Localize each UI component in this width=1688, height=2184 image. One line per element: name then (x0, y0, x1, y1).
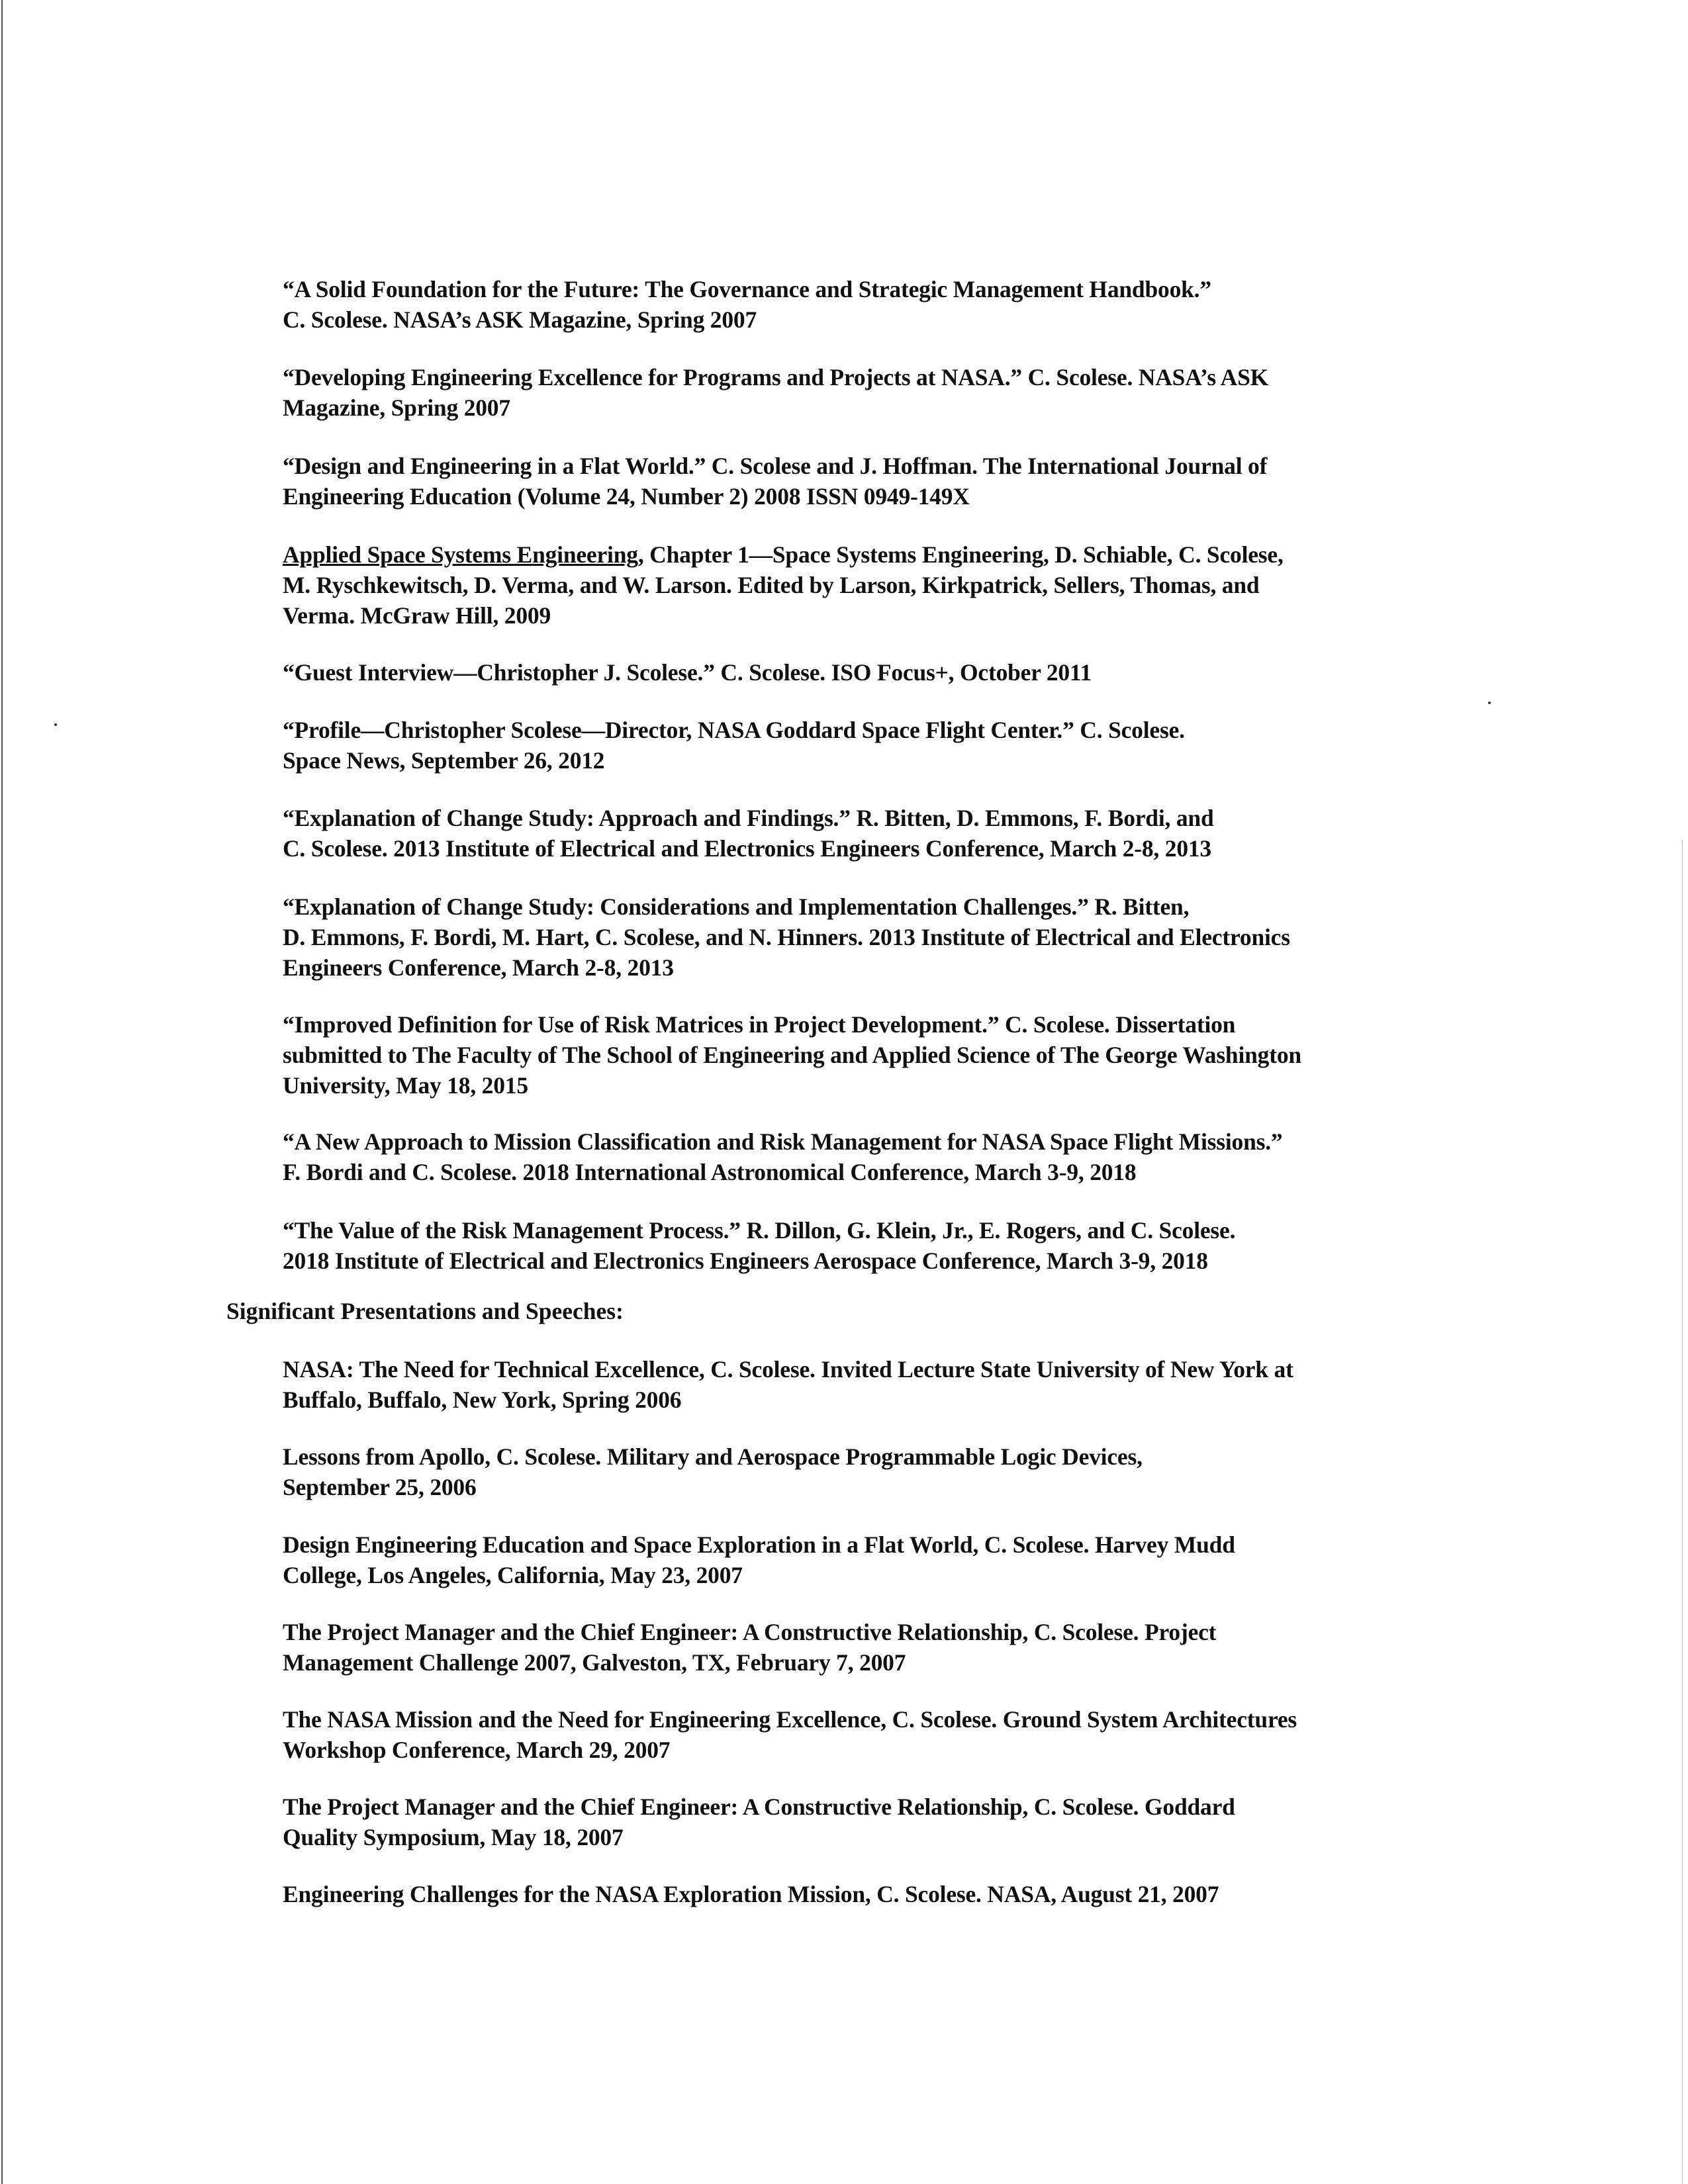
entry-line: “Profile—Christopher Scolese—Director, NASA Goddard Space Flight Center.” C. Scolese. (283, 717, 1185, 743)
presentation-entry (283, 1354, 1408, 1415)
entry-line: M. Ryschkewitsch, D. Verma, and W. Larson. Edited by Larson, Kirkpatrick, Sellers, Thomas, and (283, 572, 1260, 598)
publication-entry (283, 1009, 1408, 1101)
entry-line: “Guest Interview—Christopher J. Scolese.” C. Scolese. ISO Focus+, October 2011 (283, 659, 1092, 686)
entry-line: The NASA Mission and the Need for Engineering Excellence, C. Scolese. Ground System Architectures (283, 1706, 1297, 1733)
book-title: Applied Space Systems Engineering (283, 541, 638, 568)
section-heading: Significant Presentations and Speeches: (226, 1298, 624, 1324)
entry-line: “Improved Definition for Use of Risk Matrices in Project Development.” C. Scolese. Dissertation (283, 1011, 1236, 1038)
entry-line: 2018 Institute of Electrical and Electronics Engineers Aerospace Conference, March 3-9, 2018 (283, 1248, 1208, 1274)
entry-line: Design Engineering Education and Space Exploration in a Flat World, C. Scolese. Harvey Mudd (283, 1531, 1235, 1558)
entry-line: submitted to The Faculty of The School of Engineering and Applied Science of The George Washington (283, 1042, 1301, 1068)
presentation-entry (283, 1617, 1408, 1678)
entry-line: D. Emmons, F. Bordi, M. Hart, C. Scolese, and N. Hinners. 2013 Institute of Electrical and Electronics (283, 924, 1290, 950)
entry-line: Buffalo, Buffalo, New York, Spring 2006 (283, 1387, 682, 1413)
entry-line: Engineering Education (Volume 24, Number 2) 2008 ISSN 0949-149X (283, 483, 970, 510)
entry-line-rest: , Chapter 1—Space Systems Engineering, D. Schiable, C. Scolese, (637, 541, 1284, 568)
publication-entry (283, 891, 1408, 983)
publication-entry (283, 451, 1408, 512)
entry-line: Magazine, Spring 2007 (283, 394, 510, 421)
entry-line: F. Bordi and C. Scolese. 2018 International Astronomical Conference, March 3-9, 2018 (283, 1159, 1137, 1185)
scan-speck (1488, 702, 1491, 704)
publication-entry (283, 1215, 1408, 1276)
entry-line: “A Solid Foundation for the Future: The Governance and Strategic Management Handbook.” (283, 276, 1211, 302)
entry-line: Quality Symposium, May 18, 2007 (283, 1824, 624, 1850)
entry-line: C. Scolese. NASA’s ASK Magazine, Spring 2007 (283, 306, 757, 333)
entry-line: Engineering Challenges for the NASA Exploration Mission, C. Scolese. NASA, August 21, 2007 (283, 1881, 1219, 1907)
entry-line: Workshop Conference, March 29, 2007 (283, 1737, 671, 1763)
publication-entry (283, 274, 1408, 335)
publication-entry (283, 1126, 1408, 1187)
entry-line: “Explanation of Change Study: Approach and Findings.” R. Bitten, D. Emmons, F. Bordi, and (283, 805, 1214, 831)
entry-line: Lessons from Apollo, C. Scolese. Military and Aerospace Programmable Logic Devices, (283, 1443, 1143, 1470)
entry-line: Engineers Conference, March 2-8, 2013 (283, 954, 674, 981)
scan-right-edge (1682, 841, 1683, 2184)
entry-line: C. Scolese. 2013 Institute of Electrical and Electronics Engineers Conference, March 2-8, 2013 (283, 835, 1211, 862)
entry-line: “A New Approach to Mission Classification and Risk Management for NASA Space Flight Missions.” (283, 1128, 1283, 1155)
entry-line: “The Value of the Risk Management Process.” R. Dillon, G. Klein, Jr., E. Rogers, and C. Scolese. (283, 1217, 1236, 1244)
publication-entry (283, 362, 1408, 423)
presentation-entry (283, 1529, 1408, 1590)
entry-line: “Design and Engineering in a Flat World.” C. Scolese and J. Hoffman. The International Journal of (283, 453, 1268, 479)
publication-entry (283, 715, 1408, 776)
publication-entry (283, 657, 1408, 688)
presentation-entry (283, 1792, 1408, 1852)
entry-line: College, Los Angeles, California, May 23, 2007 (283, 1562, 743, 1588)
publication-entry (283, 539, 1408, 631)
presentation-entry (283, 1441, 1408, 1502)
presentation-entry (283, 1704, 1408, 1765)
entry-line: The Project Manager and the Chief Engineer: A Constructive Relationship, C. Scolese. Project (283, 1619, 1217, 1645)
entry-line: “Developing Engineering Excellence for Programs and Projects at NASA.” C. Scolese. NASA’s ASK (283, 364, 1269, 390)
entry-line: The Project Manager and the Chief Engineer: A Constructive Relationship, C. Scolese. Goddard (283, 1794, 1235, 1820)
entry-line: “Explanation of Change Study: Considerations and Implementation Challenges.” R. Bitten, (283, 893, 1190, 920)
publication-entry (283, 803, 1408, 864)
entry-line: Verma. McGraw Hill, 2009 (283, 602, 551, 629)
entry-line: September 25, 2006 (283, 1474, 477, 1500)
entry-line: Space News, September 26, 2012 (283, 747, 605, 774)
presentation-entry (283, 1879, 1408, 1909)
entry-line: NASA: The Need for Technical Excellence, C. Scolese. Invited Lecture State University of New York at (283, 1356, 1293, 1383)
entry-line: Management Challenge 2007, Galveston, TX, February 7, 2007 (283, 1649, 906, 1676)
entry-line (283, 539, 1408, 570)
scan-speck (54, 723, 57, 726)
entry-line: University, May 18, 2015 (283, 1072, 528, 1099)
scan-left-edge (1, 0, 3, 2184)
